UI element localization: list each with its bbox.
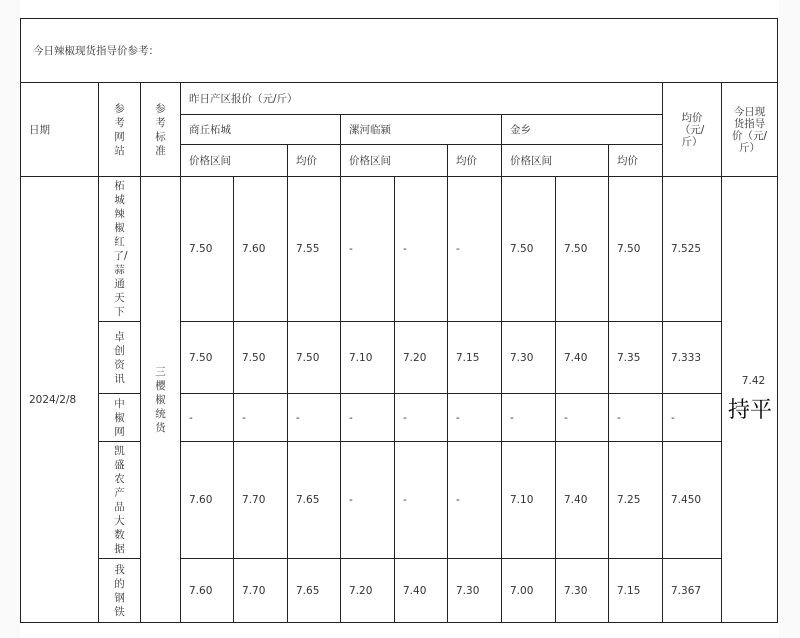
header-site: 参考网站 [99, 83, 141, 177]
price-range-label: 价格区间 [181, 145, 288, 177]
value-cell: - [288, 394, 341, 442]
value-cell: 7.50 [181, 322, 234, 394]
value-cell: - [609, 394, 663, 442]
value-cell: - [395, 442, 448, 559]
value-cell: 7.15 [448, 322, 502, 394]
region-shangqiu: 商丘柘城 [181, 115, 341, 145]
header-yesterday-quote: 昨日产区报价（元/斤） [181, 83, 663, 115]
header-date: 日期 [21, 83, 99, 177]
value-cell: 7.20 [341, 559, 395, 623]
value-cell: 7.50 [181, 177, 234, 322]
avg-value-cell: - [663, 394, 722, 442]
value-cell: - [556, 394, 609, 442]
avg-label: 均价 [288, 145, 341, 177]
value-cell: 7.10 [341, 322, 395, 394]
region-jinxiang: 金乡 [502, 115, 663, 145]
value-cell: - [395, 394, 448, 442]
value-cell: - [448, 442, 502, 559]
value-cell: 7.40 [395, 559, 448, 623]
value-cell: 7.10 [502, 442, 556, 559]
value-cell: 7.50 [234, 322, 288, 394]
avg-label: 均价 [609, 145, 663, 177]
standard-cell: 三樱椒统货 [141, 177, 181, 623]
site-cell: 凯盛农产品大数据 [99, 442, 141, 559]
site-cell: 中椒网 [99, 394, 141, 442]
table-caption: 今日辣椒现货指导价参考： [21, 19, 778, 83]
price-range-label: 价格区间 [502, 145, 609, 177]
value-cell: 7.00 [502, 559, 556, 623]
value-cell: 7.55 [288, 177, 341, 322]
value-cell: 7.30 [448, 559, 502, 623]
table-row [21, 177, 778, 322]
site-cell: 柘城辣椒红了/蒜通天下 [99, 177, 141, 322]
table-row [21, 394, 778, 442]
value-cell: 7.50 [288, 322, 341, 394]
region-luohe: 漯河临颍 [341, 115, 502, 145]
value-cell: 7.60 [181, 559, 234, 623]
value-cell: 7.50 [556, 177, 609, 322]
value-cell: 7.30 [556, 559, 609, 623]
avg-label: 均价 [448, 145, 502, 177]
value-cell: 7.40 [556, 322, 609, 394]
value-cell: 7.65 [288, 442, 341, 559]
table-row [21, 559, 778, 623]
value-cell: - [341, 442, 395, 559]
table-row [21, 442, 778, 559]
value-cell: - [448, 177, 502, 322]
value-cell: 7.25 [609, 442, 663, 559]
table-row [21, 322, 778, 394]
today-price-cell [722, 177, 778, 623]
price-table [20, 18, 778, 623]
avg-value-cell: 7.367 [663, 559, 722, 623]
value-cell: - [181, 394, 234, 442]
value-cell: - [234, 394, 288, 442]
value-cell: 7.20 [395, 322, 448, 394]
avg-value-cell: 7.450 [663, 442, 722, 559]
price-range-label: 价格区间 [341, 145, 448, 177]
header-standard: 参考标准 [141, 83, 181, 177]
today-trend: 持平 [728, 398, 773, 423]
value-cell: - [448, 394, 502, 442]
value-cell: 7.15 [609, 559, 663, 623]
value-cell: 7.70 [234, 559, 288, 623]
value-cell: 7.60 [181, 442, 234, 559]
value-cell: - [341, 177, 395, 322]
value-cell: 7.40 [556, 442, 609, 559]
header-avg-unit: 均价（元/斤） [663, 83, 722, 177]
value-cell: 7.60 [234, 177, 288, 322]
header-today-price: 今日现货指导价（元/斤） [722, 83, 778, 177]
date-cell: 2024/2/8 [21, 177, 99, 623]
avg-value-cell: 7.333 [663, 322, 722, 394]
avg-value-cell: 7.525 [663, 177, 722, 322]
value-cell: - [395, 177, 448, 322]
site-cell: 我的钢铁 [99, 559, 141, 623]
value-cell: 7.35 [609, 322, 663, 394]
value-cell: 7.65 [288, 559, 341, 623]
value-cell: 7.50 [502, 177, 556, 322]
value-cell: 7.70 [234, 442, 288, 559]
value-cell: - [341, 394, 395, 442]
today-price-value: 7.42 [741, 375, 766, 387]
value-cell: 7.30 [502, 322, 556, 394]
site-cell: 卓创资讯 [99, 322, 141, 394]
value-cell: - [502, 394, 556, 442]
value-cell: 7.50 [609, 177, 663, 322]
